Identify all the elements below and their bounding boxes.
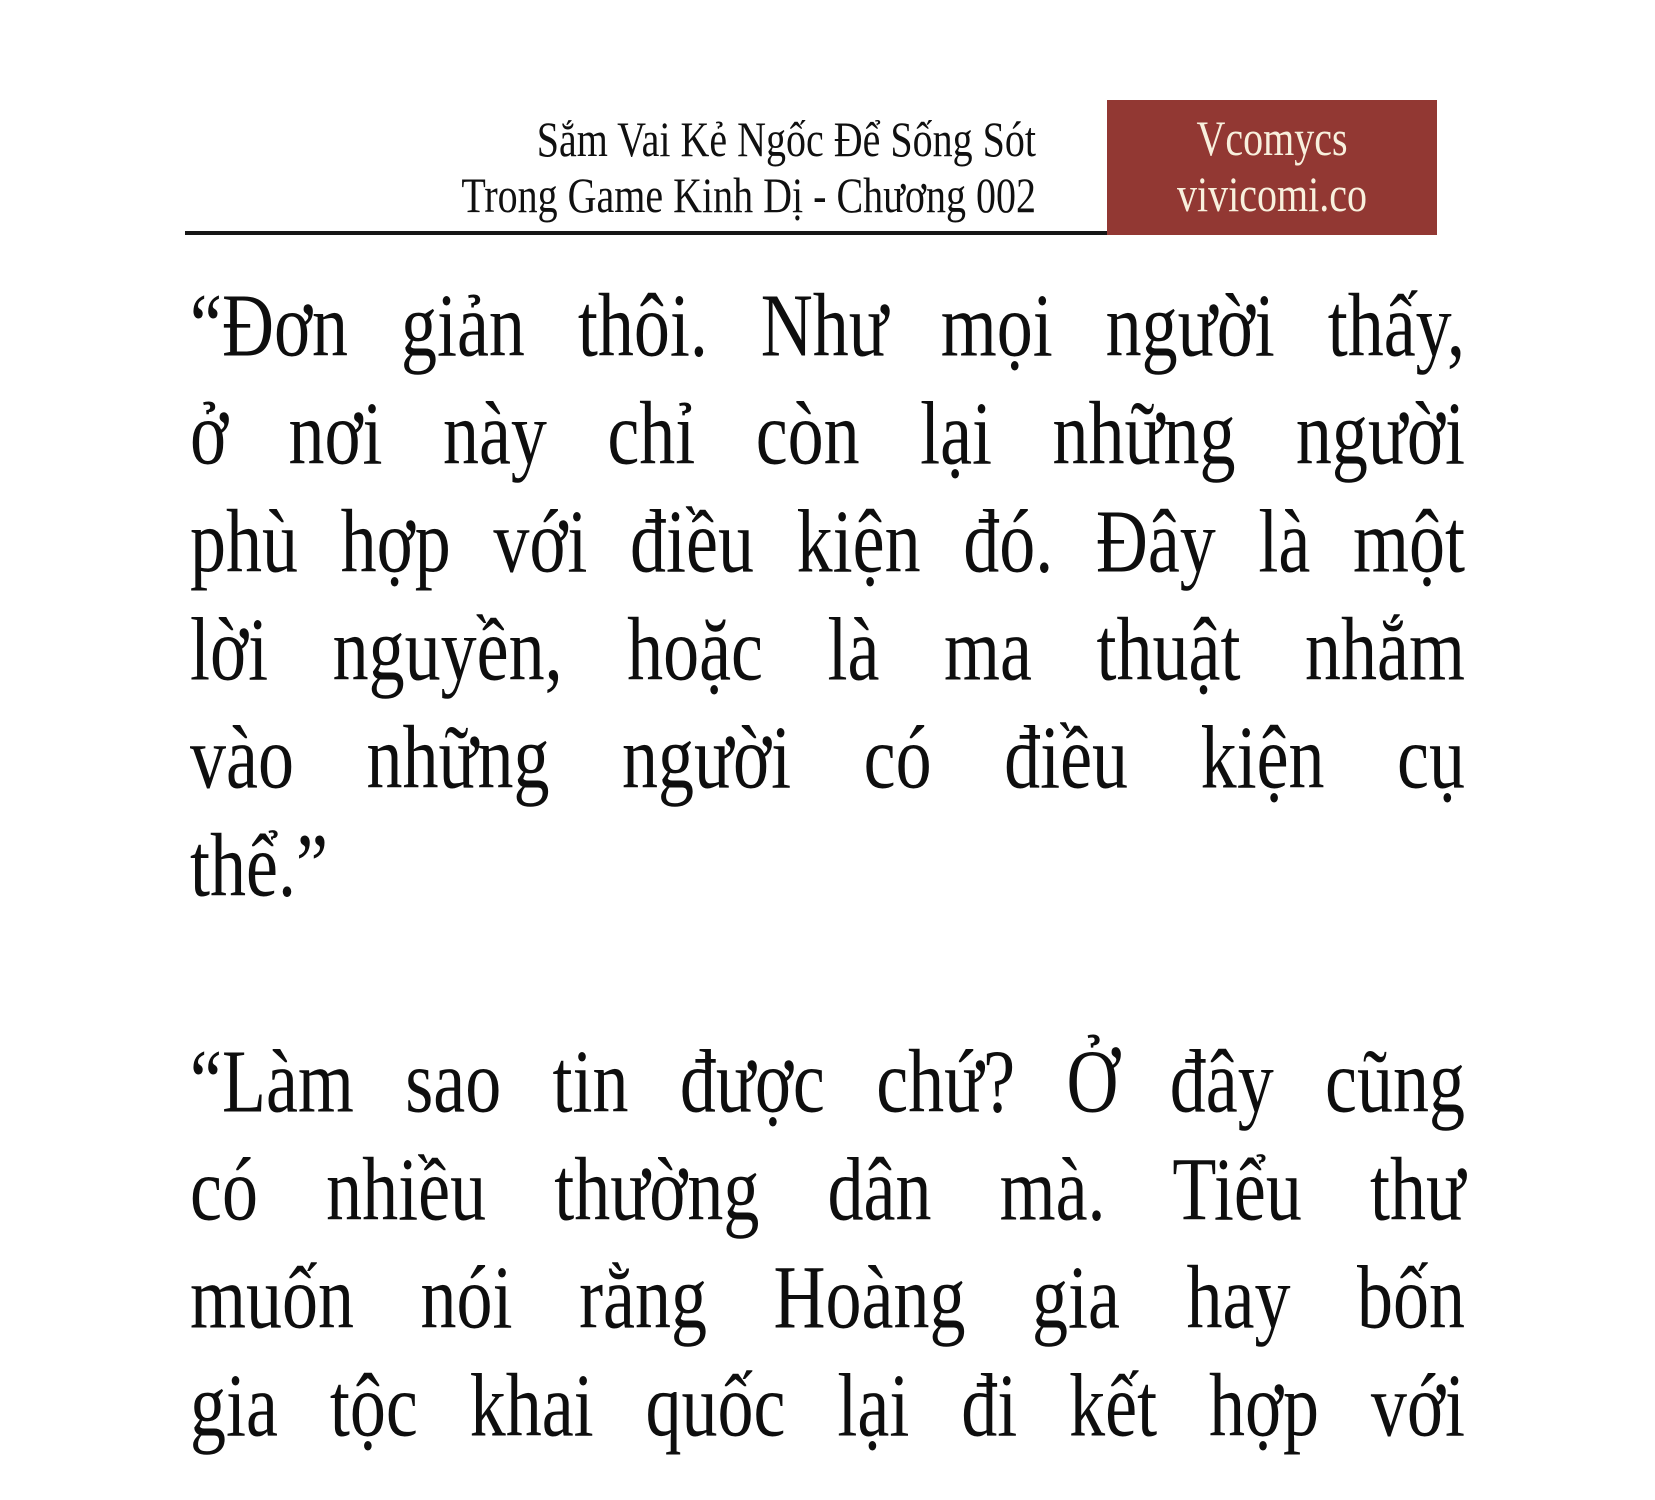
chapter-title: [185, 100, 1107, 235]
text-line: “Đơn giản thôi. Như mọi người thấy,: [190, 275, 1465, 376]
paragraph: [190, 1029, 1465, 1461]
chapter-header: [185, 100, 1437, 235]
paragraph: [190, 273, 1465, 921]
chapter-title-line1: Sắm Vai Kẻ Ngốc Để Sống Sót: [536, 110, 1036, 168]
text-line: gia tộc khai quốc lại đi kết hợp với: [190, 1355, 1465, 1456]
site-name: Vcomycs: [1196, 109, 1348, 166]
text-line: muốn nói rằng Hoàng gia hay bốn: [190, 1247, 1465, 1348]
text-line: phù hợp với điều kiện đó. Đây là một: [190, 491, 1465, 592]
site-domain: vivicomi.co: [1177, 165, 1367, 222]
page: [0, 100, 1655, 1500]
chapter-title-line2: Trong Game Kinh Dị - Chương 002: [461, 166, 1036, 224]
text-line: thể.”: [190, 815, 328, 916]
chapter-text: [190, 273, 1465, 1461]
text-line: “Làm sao tin được chứ? Ở đây cũng: [190, 1031, 1465, 1132]
text-line: lời nguyền, hoặc là ma thuật nhắm: [190, 599, 1465, 700]
text-line: có nhiều thường dân mà. Tiểu thư: [190, 1139, 1465, 1240]
text-line: vào những người có điều kiện cụ: [190, 707, 1465, 808]
text-line: ở nơi này chỉ còn lại những người: [190, 383, 1465, 484]
site-badge: [1107, 100, 1437, 235]
